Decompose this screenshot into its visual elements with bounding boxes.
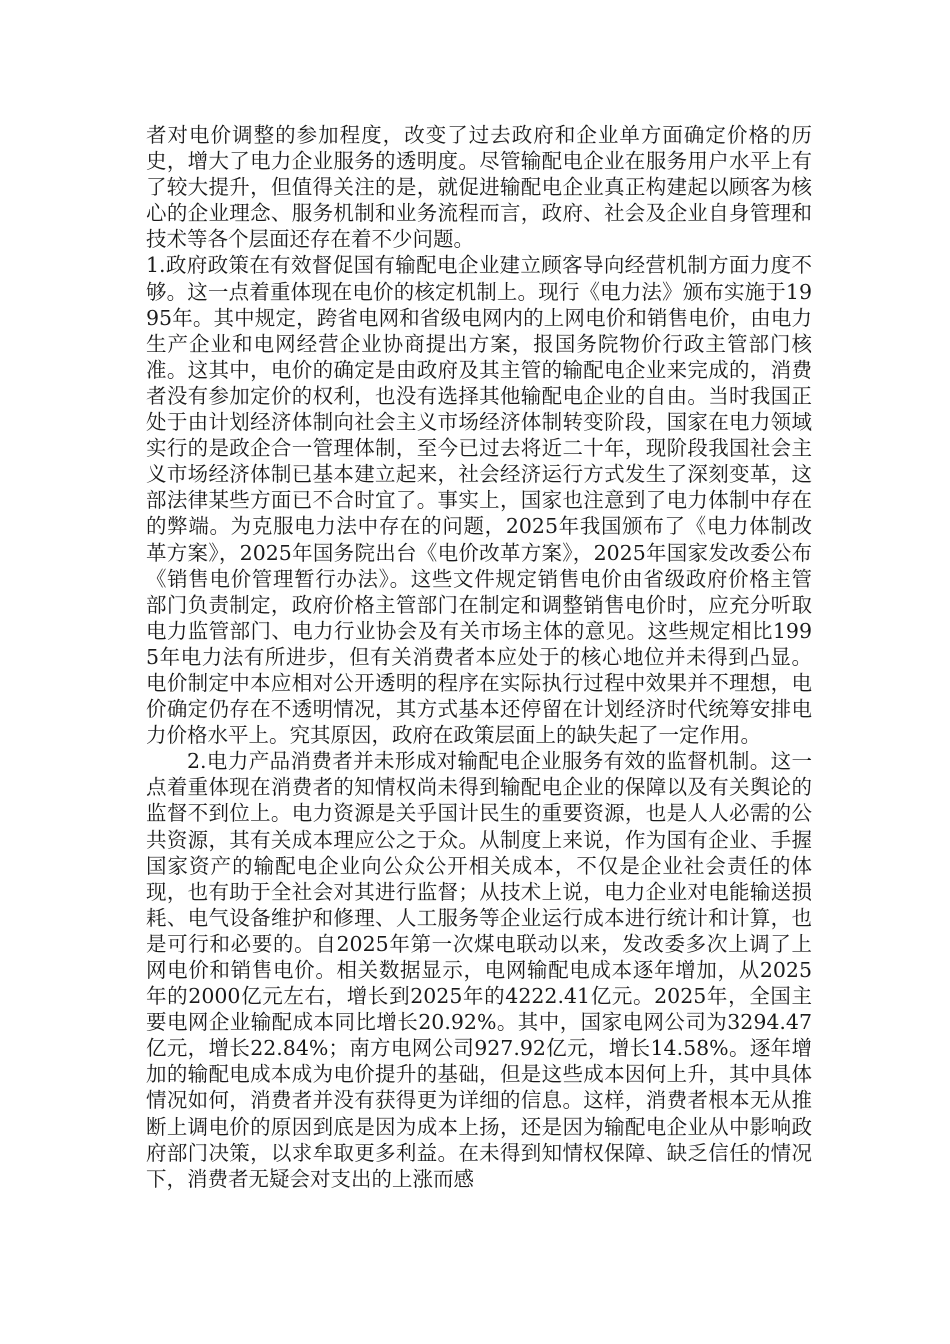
document-body [146, 122, 812, 1192]
paragraph-section-1: 1.政府政策在有效督促国有输配电企业建立顾客导向经营机制方面力度不够。这一点着重体现在电价的核定机制上。现行《电力法》颁布实施于1995年。其中规定，跨省电网和省级电网内的上网电价和销售电价，由电力生产企业和电网经营企业协商提出方案，报国务院物价行政主管部门核准。这其中，电价的确定是由政府及其主管的输配电企业来完成的，消费者没有参加定价的权利，也没有选择其他输配电企业的自由。当时我国正处于由计划经济体制向社会主义市场经济体制转变阶段，国家在电力领域实行的是政企合一管理体制，至今已过去将近二十年，现阶段我国社会主义市场经济体制已基本建立起来，社会经济运行方式发生了深刻变革，这部法律某些方面已不合时宜了。事实上，国家也注意到了电力体制中存在的弊端。为克服电力法中存在的问题，2025年我国颁布了《电力体制改革方案》，2025年国务院出台《电价改革方案》，2025年国家发改委公布《销售电价管理暂行办法》。这些文件规定销售电价由省级政府价格主管部门负责制定，政府价格主管部门在制定和调整销售电价时，应充分听取电力监管部门、电力行业协会及有关市场主体的意见。这些规定相比1995年电力法有所进步，但有关消费者本应处于的核心地位并未得到凸显。电价制定中本应相对公开透明的程序在实际执行过程中效果并不理想，电价确定仍存在不透明情况，其方式基本还停留在计划经济时代统筹安排电力价格水平上。究其原因，政府在政策层面上的缺失起了一定作用。 [146, 253, 812, 748]
paragraph-continuation: 者对电价调整的参加程度，改变了过去政府和企业单方面确定价格的历史，增大了电力企业服务的透明度。尽管输配电企业在服务用户水平上有了较大提升，但值得关注的是，就促进输配电企业真正构建起以顾客为核心的企业理念、服务机制和业务流程而言，政府、社会及企业自身管理和技术等各个层面还存在着不少问题。 [146, 123, 812, 252]
paragraph-section-2: 2.电力产品消费者并未形成对输配电企业服务有效的监督机制。这一点着重体现在消费者的知情权尚未得到输配电企业的保障以及有关舆论的监督不到位上。电力资源是关乎国计民生的重要资源，也是人人必需的公共资源，其有关成本理应公之于众。从制度上来说，作为国有企业、手握国家资产的输配电企业向公众公开相关成本，不仅是企业社会责任的体现，也有助于全社会对其进行监督；从技术上说，电力企业对电能输送损耗、电气设备维护和修理、人工服务等企业运行成本进行统计和计算，也是可行和必要的。自2025年第一次煤电联动以来，发改委多次上调了上网电价和销售电价。相关数据显示，电网输配电成本逐年增加，从2025年的2000亿元左右，增长到2025年的4222.41亿元。2025年，全国主要电网企业输配成本同比增长20.92%。其中，国家电网公司为3294.47亿元，增长22.84%；南方电网公司927.92亿元，增长14.58%。逐年增加的输配电成本成为电价提升的基础，但是这些成本因何上升，其中具体情况如何，消费者并没有获得更为详细的信息。这样，消费者根本无从推断上调电价的原因到底是因为成本上扬，还是因为输配电企业从中影响政府部门决策，以求牟取更多利益。在未得到知情权保障、缺乏信任的情况下，消费者无疑会对支出的上涨而感 [146, 749, 812, 1191]
